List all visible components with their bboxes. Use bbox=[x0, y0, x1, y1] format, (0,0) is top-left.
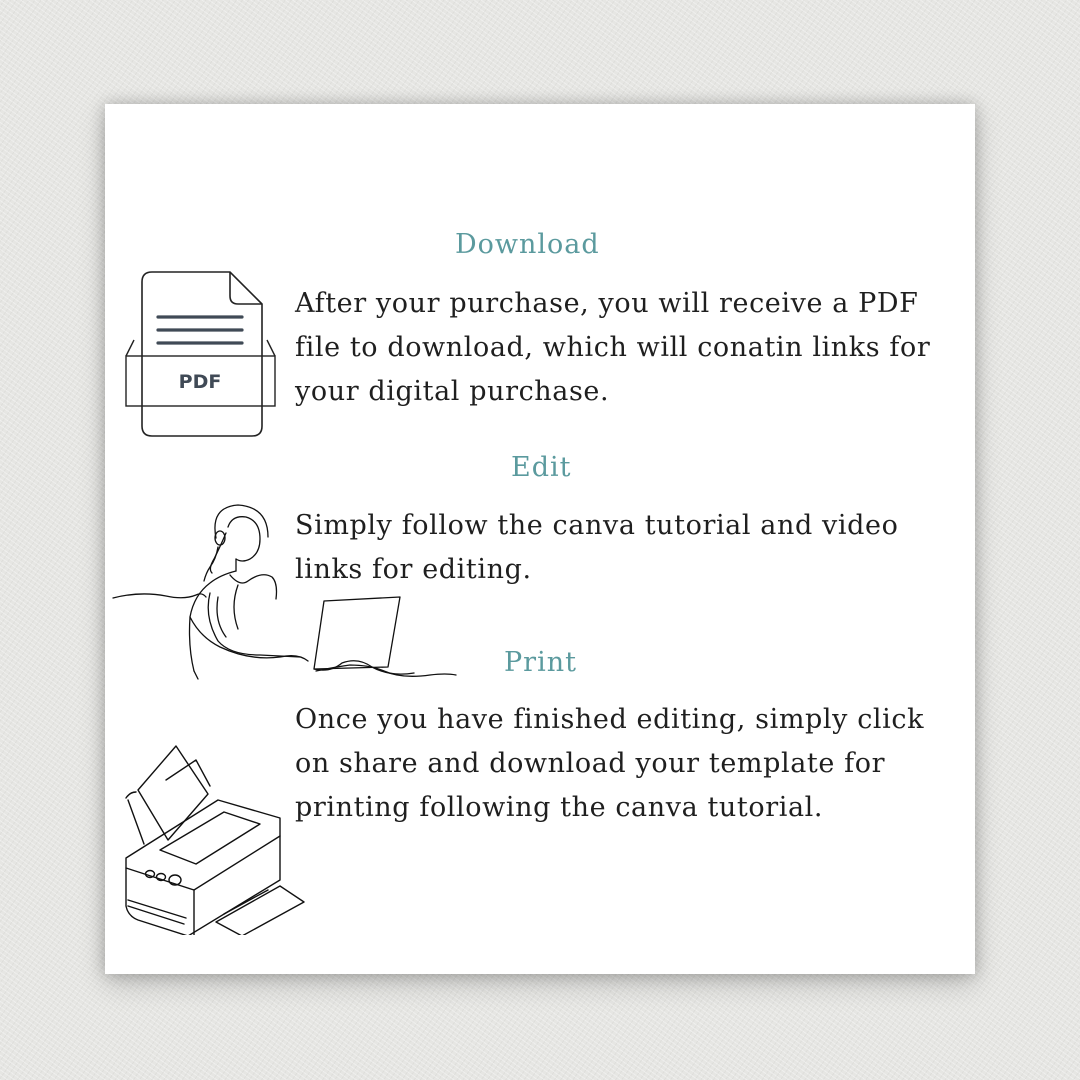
print-body: Once you have finished editing, simply click on share and download your template for printing following the canva tutorial. bbox=[295, 704, 925, 823]
info-card bbox=[105, 104, 975, 974]
pdf-file-icon bbox=[120, 266, 280, 441]
edit-heading: Edit bbox=[511, 452, 572, 483]
print-heading: Print bbox=[504, 647, 577, 678]
download-body: After your purchase, you will receive a PDF file to download, which will conatin links for your digital purchase. bbox=[295, 288, 931, 407]
edit-body: Simply follow the canva tutorial and video links for editing. bbox=[295, 510, 899, 585]
download-heading: Download bbox=[455, 229, 600, 260]
pdf-label: PDF bbox=[178, 371, 222, 393]
printer-illustration bbox=[120, 740, 310, 935]
